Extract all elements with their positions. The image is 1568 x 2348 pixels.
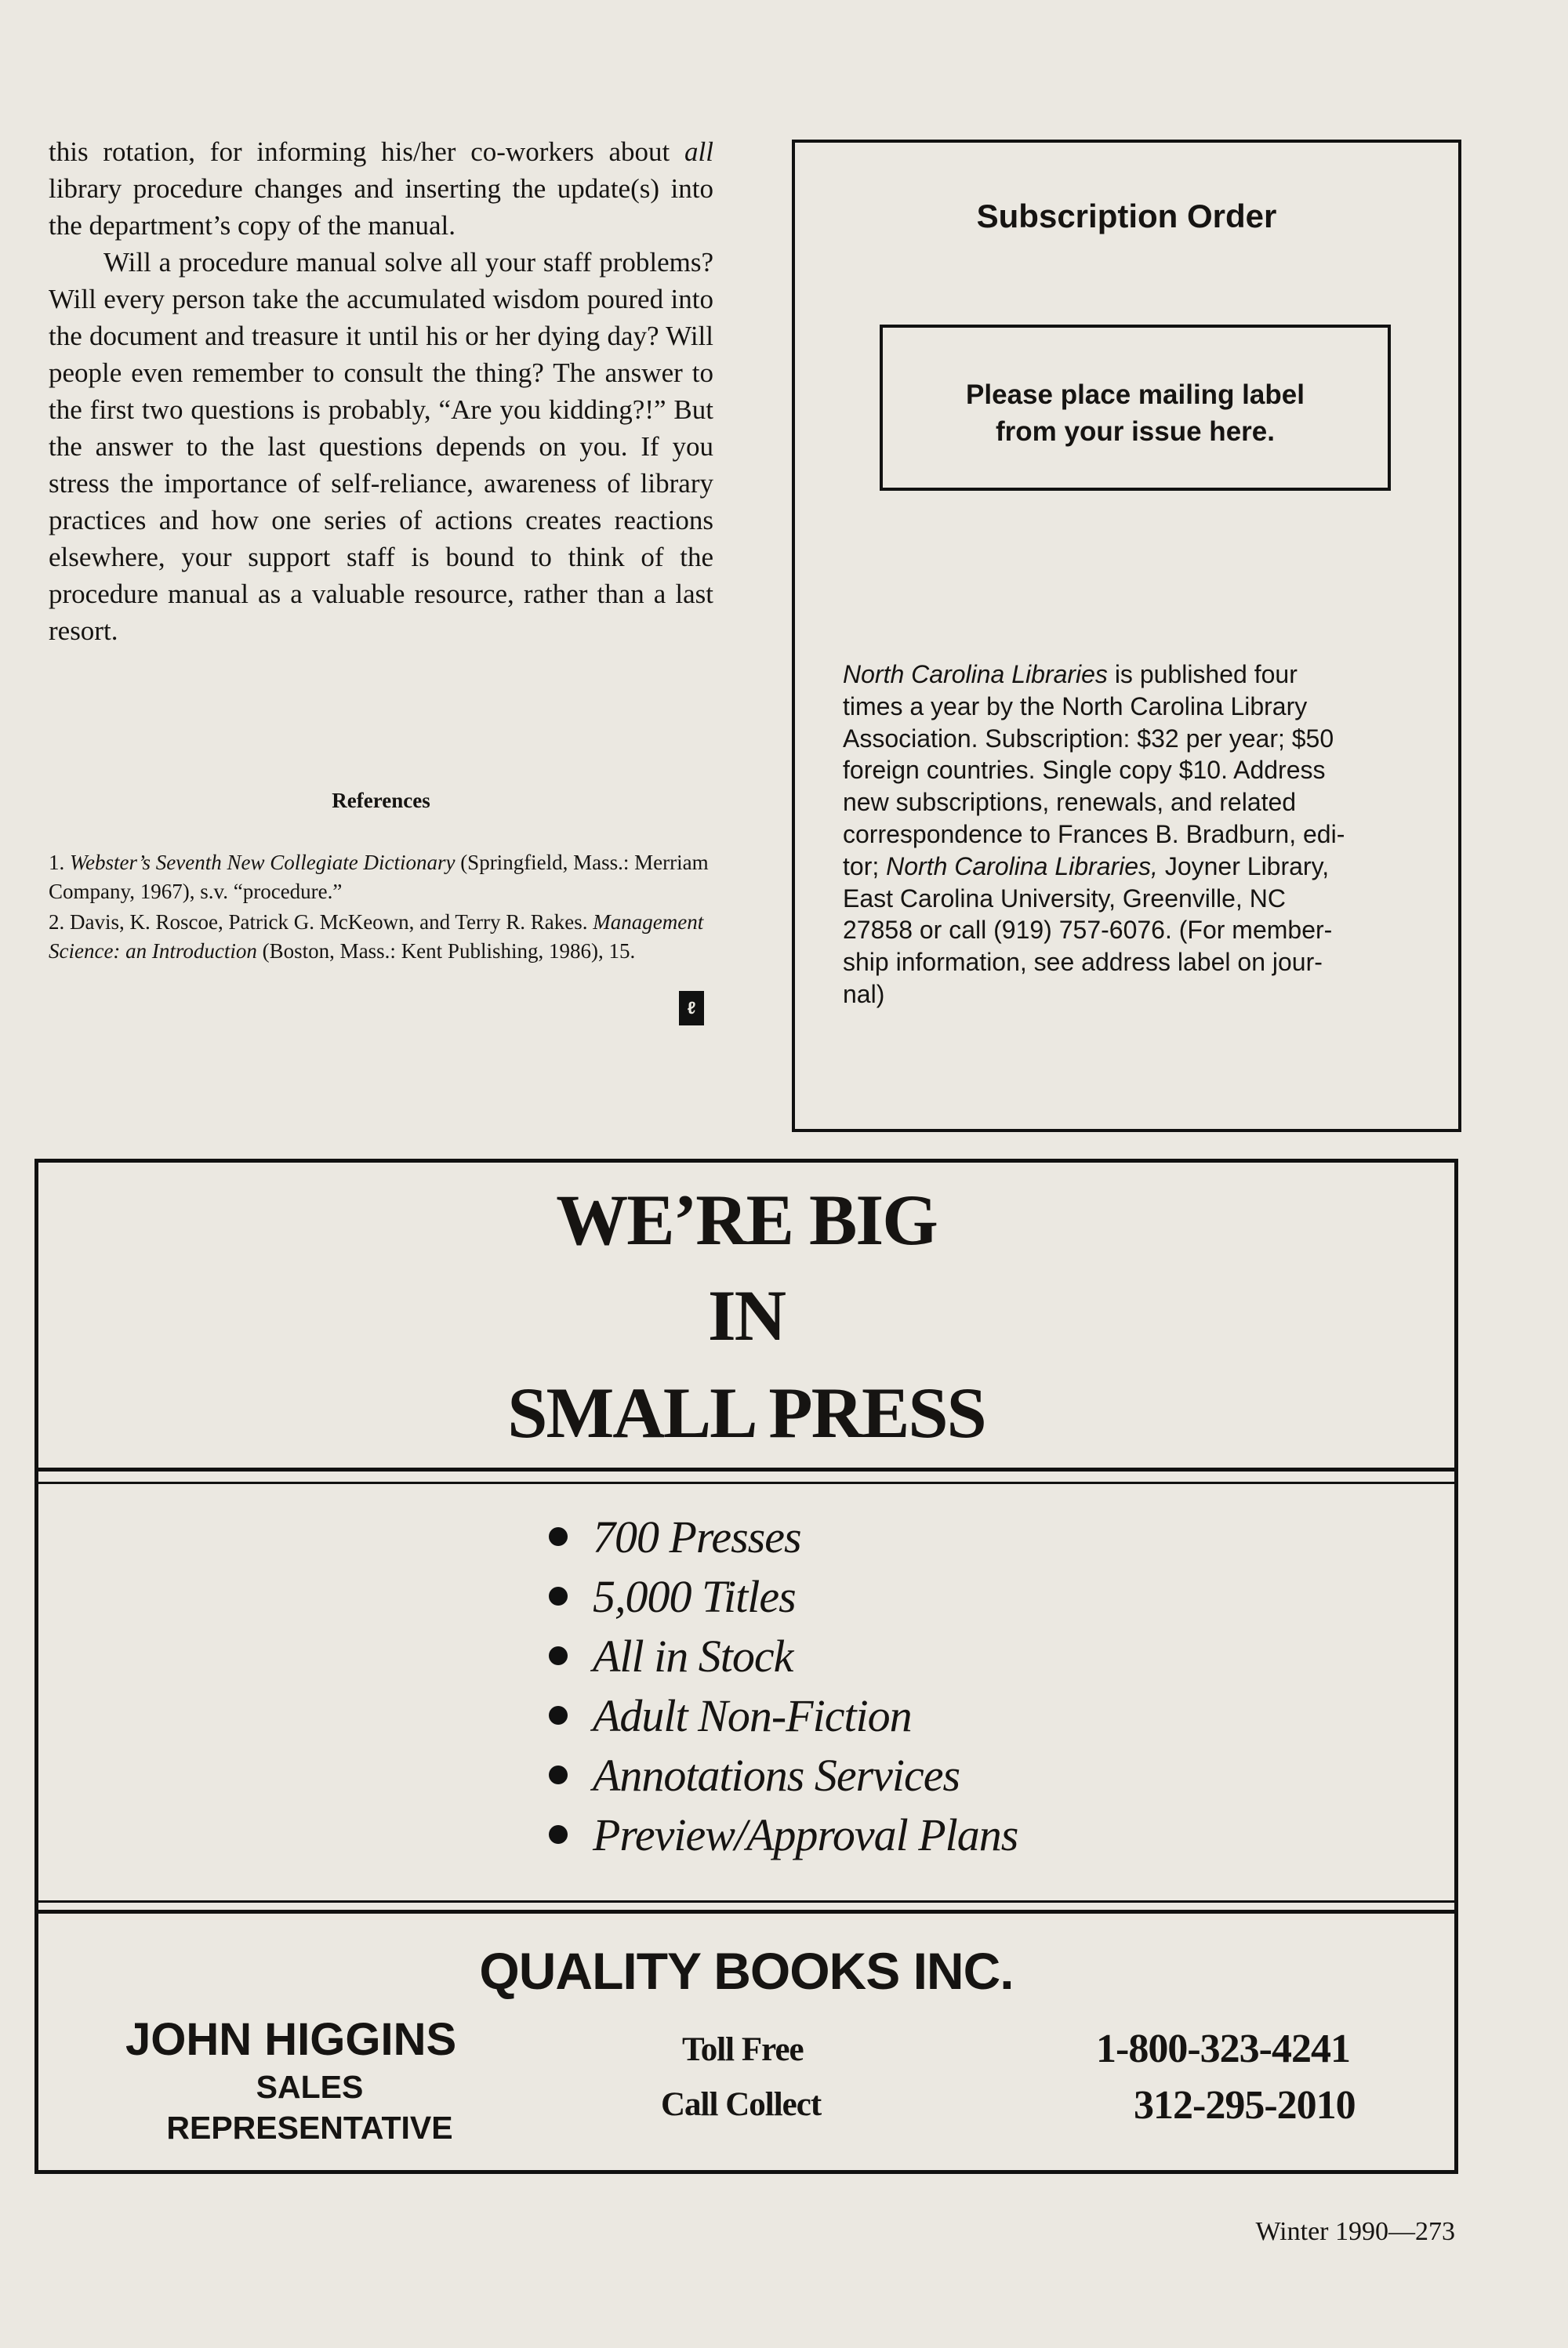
subscription-info-line: new subscriptions, renewals, and related — [843, 788, 1297, 817]
subscription-title: Subscription Order — [976, 198, 1277, 234]
phone-number: 1-800-323-4241 — [1096, 2027, 1350, 2071]
reference-item: 2. Davis, K. Roscoe, Patrick G. McKeown, and Terry R. Rakes. Management Science: an Introduction (Boston, Mass.: Kent Publishing, 1986), 15. — [49, 910, 704, 963]
ad-divider — [34, 1910, 1458, 1914]
ad-divider — [34, 1468, 1458, 1472]
phone-number: 312-295-2010 — [1134, 2083, 1356, 2128]
rep-title — [125, 2067, 494, 2148]
reference-item: 1. Webster’s Seventh New Collegiate Dictionary (Springfield, Mass.: Merriam Company, 1967), s.v. “procedure.” — [49, 851, 709, 903]
page-footer: Winter 1990—273 — [1255, 2217, 1455, 2246]
subscription-info-line: tor; North Carolina Libraries, Joyner Library, — [843, 851, 1330, 880]
rep-title-line: SALES — [256, 2069, 364, 2105]
bullet-icon — [549, 1825, 568, 1844]
bullet-icon — [549, 1527, 568, 1546]
ad-feature-item: All in Stock — [549, 1626, 1018, 1686]
bullet-icon — [549, 1587, 568, 1606]
article-body — [49, 133, 713, 649]
mailing-label-line: Please place mailing label — [966, 379, 1305, 410]
mailing-label-line: from your issue here. — [996, 416, 1275, 447]
article-end-logo: ℓ — [679, 991, 704, 1025]
phone-label: Call Collect — [661, 2086, 822, 2123]
ad-divider — [34, 1900, 1458, 1903]
subscription-info-line: 27858 or call (919) 757-6076. (For member- — [843, 916, 1333, 945]
subscription-info-line: times a year by the North Carolina Library — [843, 691, 1308, 720]
ad-feature-item: Preview/Approval Plans — [549, 1805, 1018, 1864]
subscription-info-line: foreign countries. Single copy $10. Address — [843, 756, 1326, 785]
ad-feature-list — [549, 1507, 1018, 1864]
references-heading: References — [332, 789, 430, 812]
ad-feature-item: 700 Presses — [549, 1507, 1018, 1566]
rep-name: JOHN HIGGINS — [125, 2014, 457, 2065]
references-list — [49, 848, 713, 967]
subscription-info-line: ship information, see address label on jour- — [843, 948, 1323, 977]
bullet-icon — [549, 1766, 568, 1784]
subscription-info-line: North Carolina Libraries is published four — [843, 660, 1298, 688]
ad-feature-item: Annotations Services — [549, 1745, 1018, 1805]
subscription-info-line: correspondence to Frances B. Bradburn, edi- — [843, 819, 1345, 848]
ad-divider — [34, 1482, 1458, 1484]
ad-feature-item: Adult Non-Fiction — [549, 1686, 1018, 1745]
phone-label: Toll Free — [682, 2031, 804, 2068]
bullet-icon — [549, 1646, 568, 1665]
ad-headline-line: WE’RE BIG — [556, 1180, 937, 1260]
company-name: QUALITY BOOKS INC. — [479, 1942, 1014, 2000]
ad-feature-item: 5,000 Titles — [549, 1566, 1018, 1626]
bullet-icon — [549, 1706, 568, 1725]
subscription-info — [843, 659, 1429, 1011]
subscription-info-line: East Carolina University, Greenville, NC — [843, 884, 1286, 913]
subscription-info-line: nal) — [843, 979, 885, 1008]
subscription-info-line: Association. Subscription: $32 per year; $50 — [843, 724, 1334, 753]
mailing-label-instructions — [880, 376, 1391, 450]
ad-headline-line: IN — [707, 1276, 786, 1355]
article-paragraph: Will a procedure manual solve all your staff problems? Will every person take the accumulated wisdom poured into the document and treasure it until his or her dying day? Will people even remember to consult the thing? The answer to the first two questions is probably, “Are you kidding?!” But the answer to the last questions depends on you. If you stress the importance of self-reliance, awareness of library practices and how one series of actions creates reactions elsewhere, your support staff is bound to think of the procedure manual as a valuable resource, rather than a last resort. — [49, 247, 713, 646]
article-paragraph: this rotation, for informing his/her co-workers about all library procedure changes and inserting the update(s) into the department’s copy of the manual. — [49, 136, 713, 241]
rep-title-line: REPRESENTATIVE — [166, 2110, 453, 2146]
ad-headline-line: SMALL PRESS — [507, 1373, 985, 1453]
